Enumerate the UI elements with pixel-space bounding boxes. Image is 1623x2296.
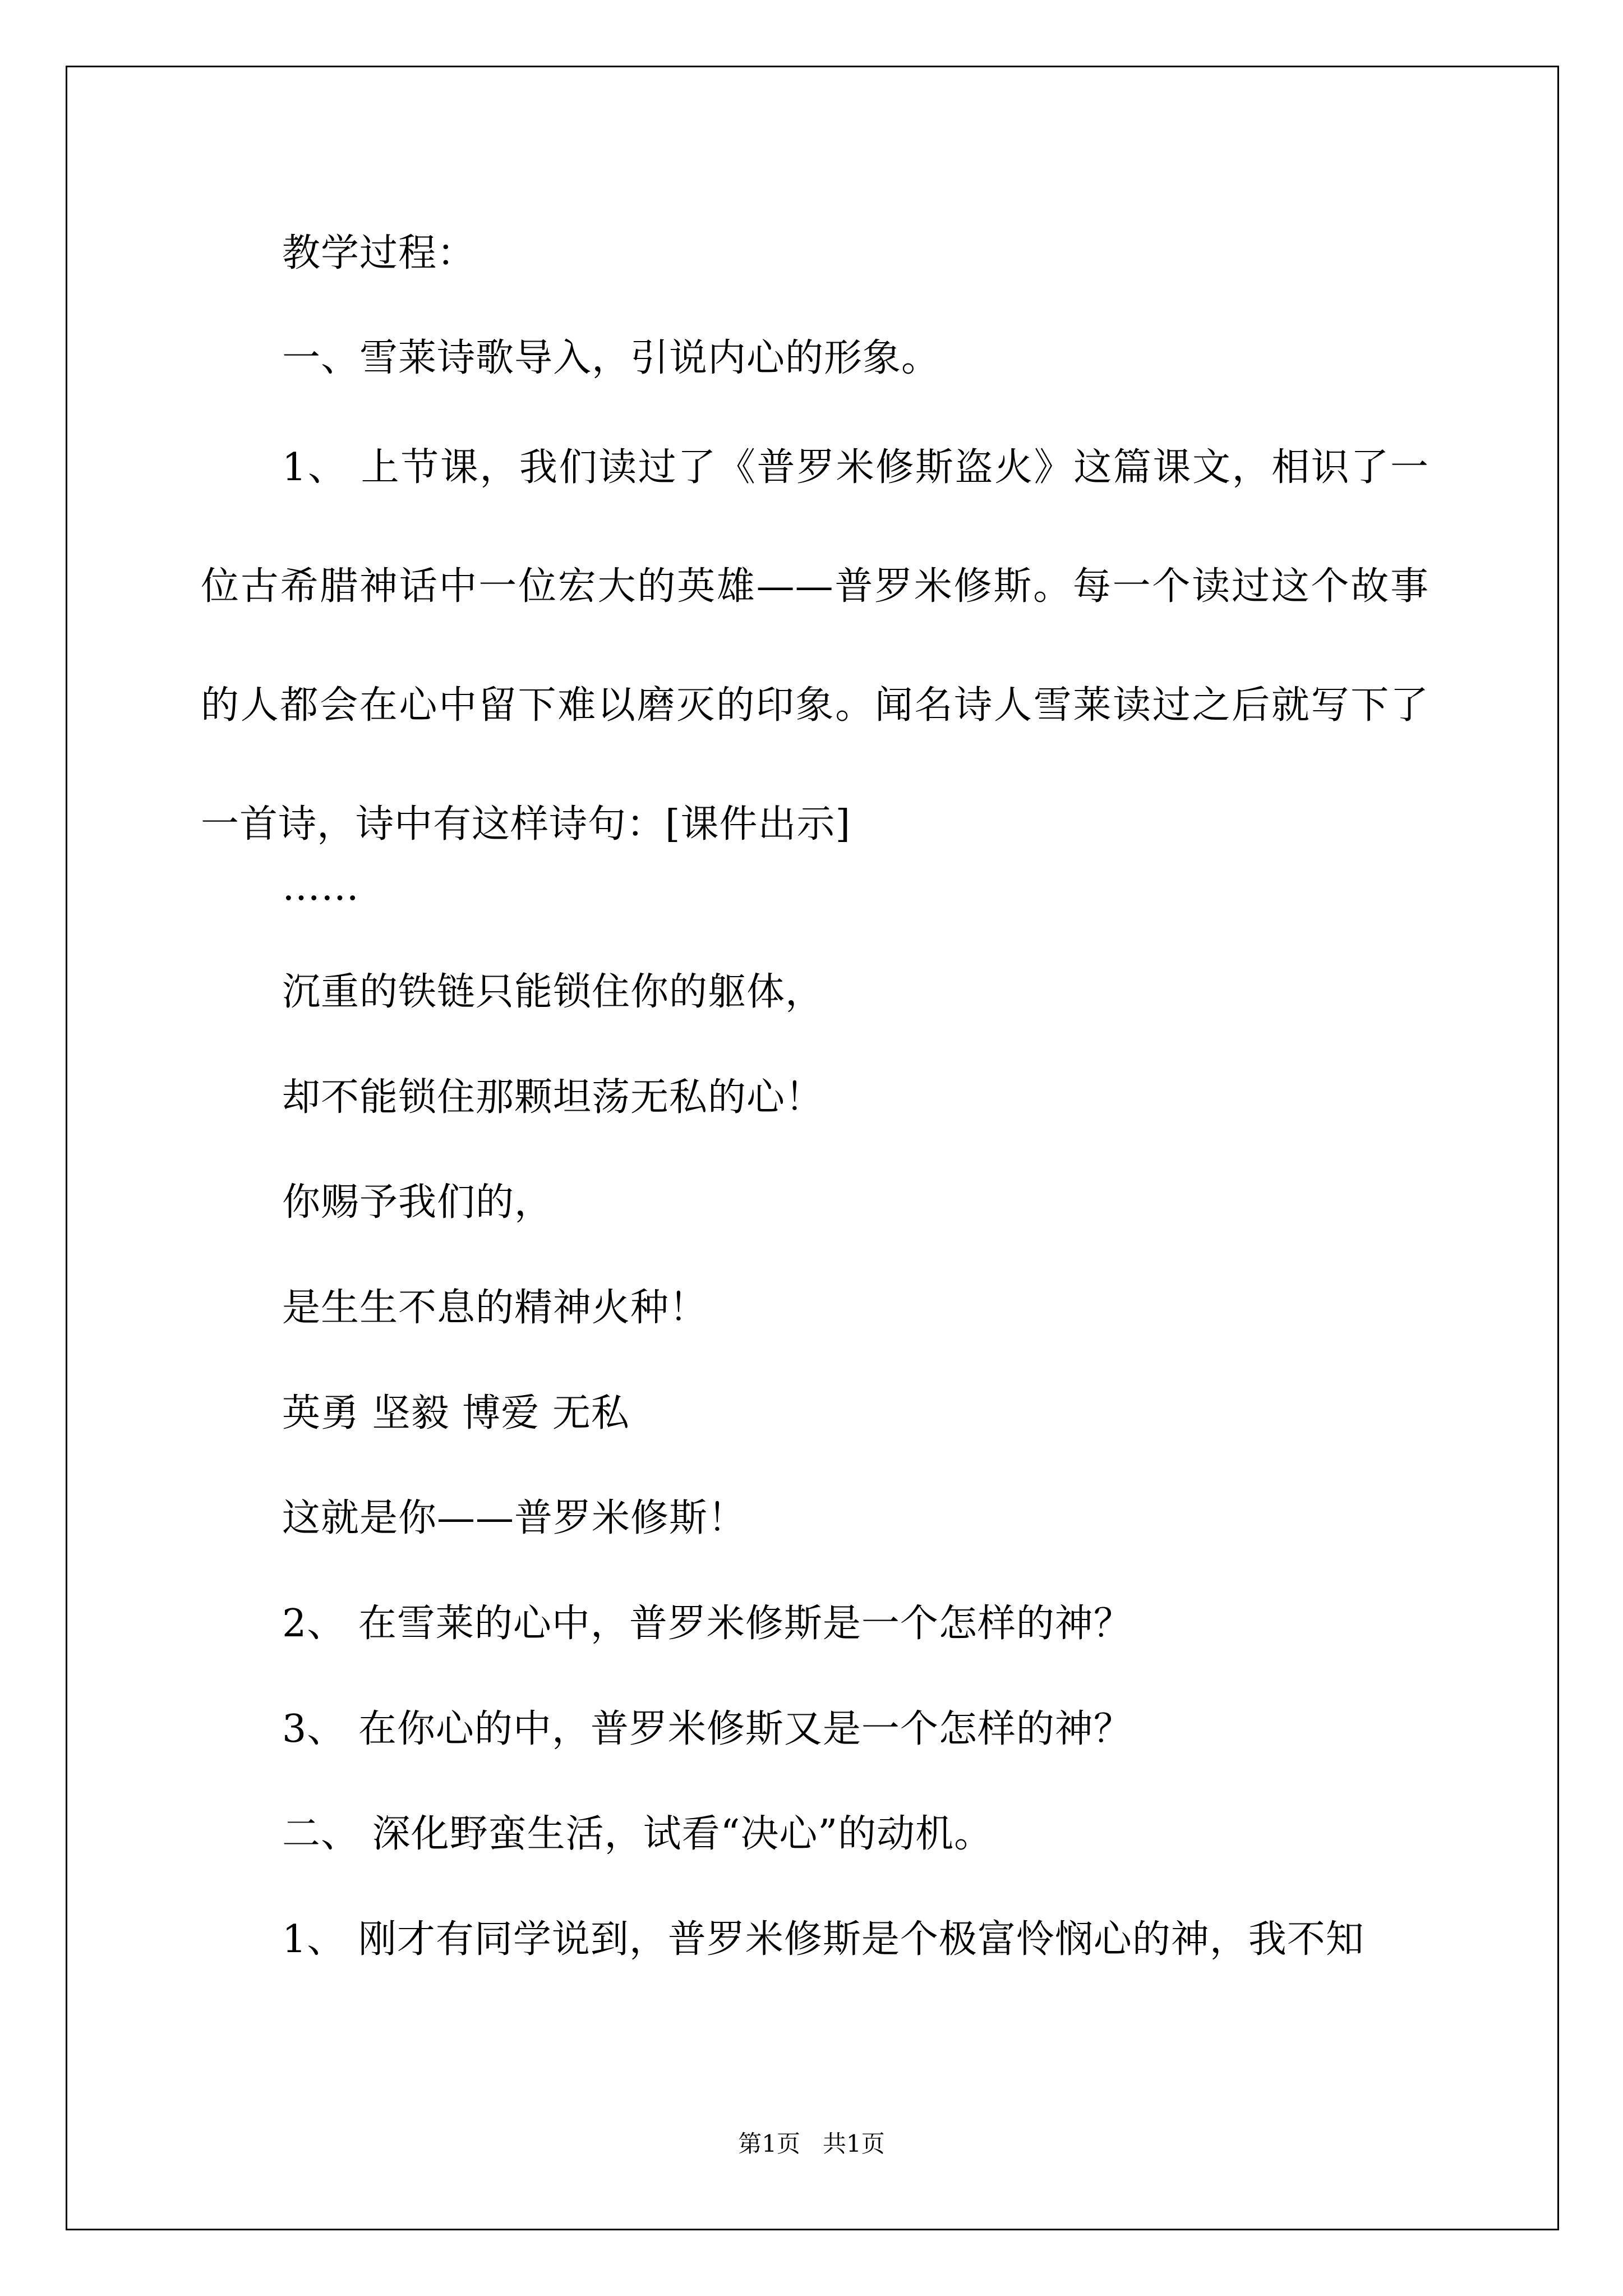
heading-teaching-process: 教学过程： (282, 231, 476, 275)
paragraph-intro: 1、 上节课，我们读过了《普罗米修斯盗火》这篇课文，相识了一位古希腊神话中一位宏大的英雄——普罗米修斯。每一个读过这个故事的人都会在心中留下难以磨灭的印象。闻名诗人雪莱读过之后就写下了一首诗，诗中有这样诗句：[课件出示] (201, 445, 1429, 846)
page-footer: 第1页 共1页 (738, 2130, 885, 2157)
poem-line-3: 你赐予我们的， (282, 1180, 554, 1225)
poem-line-5: 英勇 坚毅 博爱 无私 (282, 1391, 630, 1435)
question-3: 3、 在你心的中，普罗米修斯又是一个怎样的神？ (282, 1707, 1132, 1751)
poem-line-6: 这就是你——普罗米修斯！ (282, 1496, 747, 1540)
ellipsis: …… (282, 865, 359, 909)
poem-line-4: 是生生不息的精神火种！ (282, 1286, 708, 1330)
section-two-title: 二、 深化野蛮生活，试看“决心”的动机。 (282, 1812, 993, 1856)
poem-line-1: 沉重的铁链只能锁住你的躯体， (282, 970, 824, 1014)
poem-line-2: 却不能锁住那颗坦荡无私的心！ (282, 1075, 824, 1120)
section-one-title: 一、雪莱诗歌导入，引说内心的形象。 (282, 336, 940, 380)
paragraph-section-two-start: 1、 刚才有同学说到，普罗米修斯是个极富怜悯心的神，我不知 (282, 1917, 1364, 1962)
question-2: 2、 在雪莱的心中，普罗米修斯是一个怎样的神？ (282, 1602, 1132, 1646)
